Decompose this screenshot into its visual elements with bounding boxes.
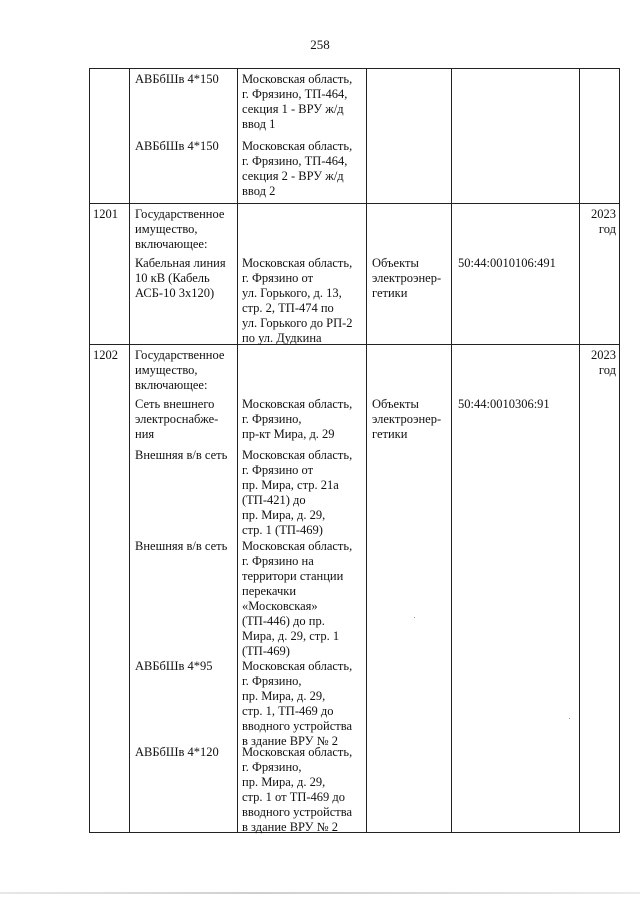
entry-purpose: Объекты электроэнер- гетики <box>372 397 442 441</box>
item-address: Московская область, г. Фрязино от ул. Горького, д. 13, стр. 2, ТП-474 по ул. Горького до РП-2 по ул. Дудкина <box>242 256 353 345</box>
col-rule-left <box>89 68 90 833</box>
item-address: Московская область, г. Фрязино от пр. Мира, стр. 21а (ТП-421) до пр. Мира, д. 29, стр. 1 (ТП-469) <box>242 448 353 537</box>
item-address: Московская область, г. Фрязино, ТП-464, секция 1 - ВРУ ж/д ввод 1 <box>242 72 353 131</box>
scan-speck <box>569 718 570 719</box>
entry-year: 2023 год <box>591 207 616 236</box>
entry-year: 2023 год <box>591 348 616 377</box>
item-name: Кабельная линия 10 кВ (Кабель АСБ-10 3х120) <box>135 256 226 300</box>
col-rule-num <box>129 68 130 833</box>
col-rule-right <box>619 68 620 833</box>
entry-cadastral-number: 50:44:0010106:491 <box>458 256 556 270</box>
item-address: Московская область, г. Фрязино, ТП-464, секция 2 - ВРУ ж/д ввод 2 <box>242 139 353 198</box>
entry-number: 1202 <box>93 348 118 362</box>
item-name: Внешняя в/в сеть <box>135 539 228 553</box>
row-rule-1201 <box>89 203 620 204</box>
page-number: 258 <box>310 37 330 52</box>
item-name: АВБбШв 4*150 <box>135 139 219 153</box>
item-name: АВБбШв 4*95 <box>135 659 213 673</box>
item-name: Внешняя в/в сеть <box>135 448 228 462</box>
entry-cadastral-number: 50:44:0010306:91 <box>458 397 550 411</box>
entry-header: Государственное имущество, включающее: <box>135 207 225 251</box>
item-address: Московская область, г. Фрязино, пр-кт Мира, д. 29 <box>242 397 353 441</box>
col-rule-purpose <box>451 68 452 833</box>
row-rule-top <box>89 68 620 69</box>
scan-edge-streak <box>0 892 640 894</box>
item-name: АВБбШв 4*150 <box>135 72 219 86</box>
entry-purpose: Объекты электроэнер- гетики <box>372 256 442 300</box>
item-name: АВБбШв 4*120 <box>135 745 219 759</box>
col-rule-addr <box>366 68 367 833</box>
entry-header: Государственное имущество, включающее: <box>135 348 225 392</box>
item-address: Московская область, г. Фрязино, пр. Мира, д. 29, стр. 1 от ТП-469 до вводного устройства в здание ВРУ № 2 <box>242 745 353 834</box>
col-rule-cadastral <box>579 68 580 833</box>
item-address: Московская область, г. Фрязино на территори станции перекачки «Московская» (ТП-446) до пр. Мира, д. 29, стр. 1 (ТП-469) <box>242 539 353 658</box>
col-rule-name <box>237 68 238 833</box>
item-name: Сеть внешнего электроснабже- ния <box>135 397 219 441</box>
scan-speck <box>414 617 415 618</box>
entry-number: 1201 <box>93 207 118 221</box>
item-address: Московская область, г. Фрязино, пр. Мира, д. 29, стр. 1, ТП-469 до вводного устройства в здание ВРУ № 2 <box>242 659 353 748</box>
